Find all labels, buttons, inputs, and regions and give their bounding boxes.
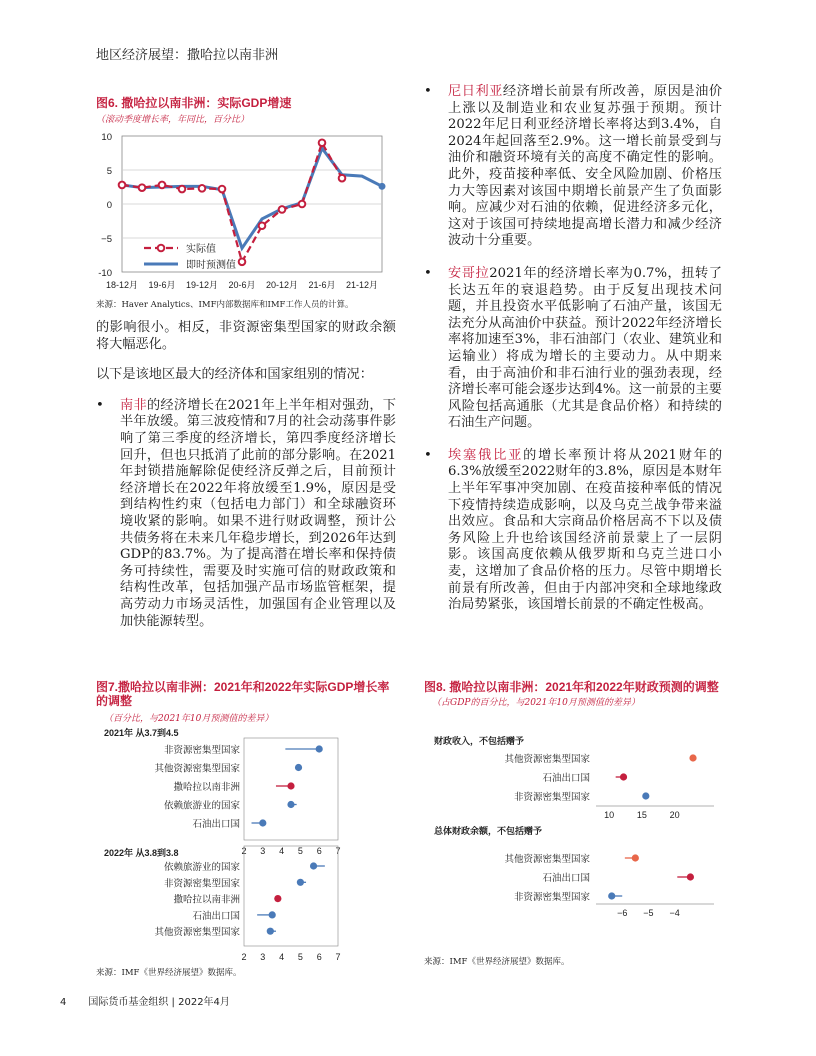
figure8-title: 图8. 撒哈拉以南非洲：2021年和2022年财政预测的调整 (424, 680, 719, 694)
row-label: 石油出口国 (192, 910, 240, 922)
x-tick-label: 5 (297, 952, 303, 962)
x-tick-label: 6 (316, 846, 322, 856)
figure6-chart (86, 126, 396, 296)
figure7-chart (96, 722, 396, 962)
bullet-south-africa (96, 398, 396, 630)
row-label: 其他资源密集型国家 (154, 927, 240, 939)
revision-point (295, 764, 302, 771)
y-tick-label: 0 (106, 200, 112, 211)
panel-title: 2021年 从3.7到4.5 (104, 728, 179, 738)
actual-point (259, 222, 266, 229)
x-tick-label: 10 (604, 810, 615, 820)
row-label: 其他资源密集型国家 (154, 763, 240, 775)
y-tick-label: −5 (101, 234, 112, 245)
legend-actual-label: 实际值 (186, 244, 216, 255)
actual-point (279, 206, 286, 213)
figure6-subtitle: （滚动季度增长率，年同比，百分比） (96, 115, 250, 125)
revision-point (297, 879, 304, 886)
row-label: 撒哈拉以南非洲 (173, 894, 240, 906)
page-number: 4 (60, 997, 67, 1008)
actual-point (319, 140, 326, 147)
revision-point (274, 895, 281, 902)
x-tick-label: −6 (617, 908, 628, 918)
country-name-nigeria: 尼日利亚 (448, 84, 503, 99)
angola-text: 2021年的经济增长率为0.7%，扭转了长达五年的衰退趋势。由于反复出现技术问题，并且投资水平低影响了石油产量，该国无法充分从高油价中获益。预计2022年经济增长率将加速至3%，非石油部门（农业、建筑业和运输业）将成为增长的主要动力。从中期来看，由于高油价和非石油行业的强劲表现，经济增长率可能会逐步达到4%。这一前景的主要风险包括高通胀（尤其是食品价格）和持续的石油生产问题。 (448, 265, 722, 431)
row-label: 石油出口国 (542, 773, 590, 784)
x-tick-label: 20-6月 (228, 280, 256, 290)
right-bullet-list (424, 84, 722, 614)
x-tick-label: 21-12月 (345, 280, 379, 290)
actual-point (239, 259, 246, 266)
page-footer (60, 993, 230, 1008)
footer-text: 国际货币基金组织 | 2022年4月 (88, 997, 230, 1008)
bullet-nigeria (424, 84, 722, 250)
revision-point (642, 792, 649, 799)
y-tick-label: 10 (101, 132, 112, 143)
country-name-south-africa: 南非 (120, 397, 147, 413)
x-tick-label: 2 (241, 952, 247, 962)
south-africa-text: 的经济增长在2021年上半年相对强劲，下半年放缓。第三波疫情和7月的社会动荡事件影响了第三季度的经济增长，第四季度经济增长回升，但也只抵消了此前的部分影响。在2021年封锁措施解除促使经济反弹之后，目前预计经济增长在2022年将放缓至1.9%，原因是受到结构性约束（包括电力部门）和全球融资环境收紧的影响。如果不进行财政调整，预计公共债务将在未来几年稳步增长，到2026年达到GDP的83.7%。为了提高潜在增长率和保持债务可持续性，需要及时实施可信的财政政策和结构性改革，包括加强产品市场监管框架，提高劳动力市场灵活性，加强国有企业管理以及加快能源转型。 (120, 397, 396, 629)
row-label: 其他资源密集型国家 (504, 854, 590, 865)
revision-point (689, 754, 696, 761)
actual-point (199, 185, 206, 192)
x-tick-label: 20 (669, 810, 680, 820)
left-column-text (96, 320, 396, 646)
x-tick-label: 4 (279, 846, 285, 856)
x-tick-label: 4 (279, 952, 285, 962)
revision-point (287, 801, 294, 808)
revision-point (608, 892, 615, 899)
x-tick-label: 2 (241, 846, 247, 856)
legend-nowcast-label: 即时预测值 (186, 260, 236, 271)
panel-title: 2022年 从3.8到3.8 (104, 848, 179, 858)
figure6-source: 来源：Haver Analytics、IMF内部数据库和IMF工作人员的计算。 (96, 300, 354, 310)
row-label: 非资源密集型国家 (513, 792, 590, 803)
actual-point (219, 186, 226, 193)
panel2-frame (244, 846, 341, 946)
actual-point (339, 175, 346, 182)
x-tick-label: 19-12月 (185, 280, 219, 290)
row-label: 非资源密集型国家 (163, 745, 240, 756)
actual-point (299, 201, 306, 208)
bullet-angola (424, 266, 722, 432)
figure8-source: 来源：IMF《世界经济展望》数据库。 (424, 957, 570, 967)
figure8-chart (424, 708, 724, 940)
figure8-subtitle: （占GDP的百分比，与2021年10月预测值的差异） (432, 698, 640, 708)
revision-point (269, 911, 276, 918)
row-label: 其他资源密集型国家 (504, 754, 590, 765)
x-tick-label: 19-6月 (148, 280, 176, 290)
right-column-text (424, 84, 722, 630)
row-label: 依赖旅游业的国家 (163, 800, 240, 812)
x-tick-label: 5 (297, 846, 303, 856)
actual-point (139, 184, 146, 191)
revision-point (267, 928, 274, 935)
row-label: 非资源密集型国家 (513, 892, 590, 903)
revision-point (287, 782, 294, 789)
left-bullet-list (96, 398, 396, 630)
x-tick-label: 6 (316, 952, 322, 962)
revision-point (632, 854, 639, 861)
legend-actual-marker (158, 245, 165, 252)
actual-point (159, 182, 166, 189)
row-label: 撒哈拉以南非洲 (173, 782, 240, 793)
ethiopia-text: 的增长率预计将从2021财年的6.3%放缓至2022财年的3.8%，原因是本财年上半年军事冲突加剧、在疫苗接种率低的情况下疫情持续造成影响，以及乌克兰战争带来溢出效应。食品和大宗商品价格居高不下以及债务风险上升也给该国经济前景蒙上了一层阴影。该国高度依赖从俄罗斯和乌克兰进口小麦，这增加了食品价格的压力。尽管中期增长前景有所改善，但由于内部冲突和全球地缘政治局势紧张，该国增长前景的不确定性极高。 (448, 447, 723, 613)
figure6-title: 图6. 撒哈拉以南非洲：实际GDP增速 (96, 96, 292, 110)
country-name-ethiopia: 埃塞俄比亚 (448, 447, 524, 463)
figure7-subtitle: （百分比，与2021年10月预测值的差异） (104, 714, 274, 724)
row-label: 依赖旅游业的国家 (163, 862, 240, 873)
paragraph-intro: 以下是该地区最大的经济体和国家组别的情况： (96, 367, 373, 383)
revision-point (316, 745, 323, 752)
panel-title: 财政收入，不包括赠予 (434, 736, 525, 746)
actual-point (119, 182, 126, 189)
y-tick-label: -10 (98, 268, 112, 279)
country-name-angola: 安哥拉 (448, 265, 490, 281)
x-tick-label: −5 (643, 908, 654, 918)
x-tick-label: 20-12月 (265, 280, 299, 290)
x-tick-label: 3 (260, 846, 266, 856)
bullet-ethiopia (424, 448, 722, 614)
x-tick-label: −4 (669, 908, 680, 918)
figure7-title: 图7.撒哈拉以南非洲：2021年和2022年实际GDP增长率的调整 (96, 680, 390, 708)
row-label: 石油出口国 (192, 819, 240, 830)
row-label: 石油出口国 (542, 873, 590, 884)
x-tick-label: 3 (260, 952, 266, 962)
actual-point (179, 186, 186, 193)
x-tick-label: 18-12月 (105, 280, 139, 290)
panel-title: 总体财政余额，不包括赠予 (434, 826, 543, 836)
page-header: 地区经济展望：撒哈拉以南非洲 (96, 48, 279, 63)
revision-point (687, 873, 694, 880)
revision-point (310, 862, 317, 869)
x-tick-label: 15 (636, 810, 647, 820)
row-label: 非资源密集型国家 (163, 878, 240, 890)
nigeria-text: 经济增长前景有所改善，原因是油价上涨以及制造业和农业复苏强于预期。预计2022年尼日利亚经济增长率将达到3.4%，自2024年起回落至2.9%。这一增长前景受到与油价和融资环境有关的高度不确定性的影响。此外，疫苗接种率低、安全风险加剧、价格压力大等因素对该国中期增长前景产生了负面影响。应减少对石油的依赖，促进经济多元化，这对于该国可持续地提高增长潜力和减少经济波动十分重要。 (448, 84, 723, 249)
x-tick-label: 7 (335, 846, 341, 856)
x-tick-label: 7 (335, 952, 341, 962)
paragraph-fiscal: 的影响很小。相反，非资源密集型国家的财政余额将大幅恶化。 (96, 320, 396, 352)
actual-line (122, 143, 342, 262)
nowcast-endpoint (379, 183, 386, 190)
revision-point (259, 819, 266, 826)
revision-point (620, 773, 627, 780)
figure7-source: 来源：IMF《世界经济展望》数据库。 (96, 968, 242, 978)
x-tick-label: 21-6月 (308, 280, 336, 290)
nowcast-line (122, 148, 382, 248)
y-tick-label: 5 (106, 166, 112, 177)
